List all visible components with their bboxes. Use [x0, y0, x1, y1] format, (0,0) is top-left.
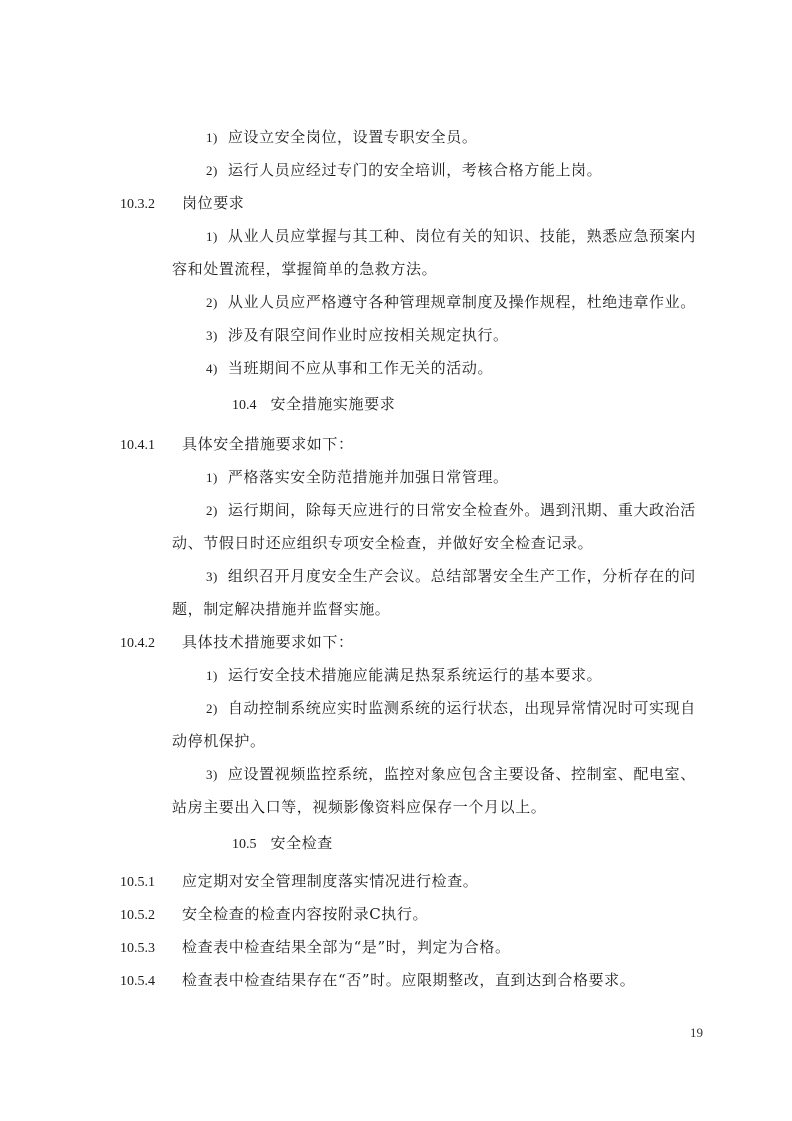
clause-text: 检查表中检查结果全部为“是”时，判定为合格。	[182, 938, 511, 956]
list-text: 应设立安全岗位，设置专职安全员。	[227, 128, 478, 146]
list-text: 当班期间不应从事和工作无关的活动。	[227, 359, 494, 377]
list-item	[206, 160, 602, 180]
clause	[120, 970, 635, 990]
clause-number: 10.5.4	[120, 974, 155, 989]
clause-text: 应定期对安全管理制度落实情况进行检查。	[182, 872, 479, 890]
list-item	[206, 467, 509, 487]
clause-text: 安全检查的检查内容按附录C执行。	[182, 905, 429, 923]
subsection-heading	[120, 193, 244, 213]
list-item	[206, 226, 696, 246]
list-item	[206, 292, 696, 312]
list-number: 3)	[206, 569, 218, 584]
list-number: 1)	[206, 470, 218, 485]
list-text: 运行期间，除每天应进行的日常安全检查外。遇到汛期、重大政治活	[227, 501, 696, 519]
list-text: 题，制定解决措施并监督实施。	[172, 600, 391, 618]
list-item-continuation	[172, 599, 390, 619]
list-text: 应设置视频监控系统，监控对象应包含主要设备、控制室、配电室、	[227, 765, 696, 783]
clause-number: 10.5.2	[120, 908, 155, 923]
list-number: 3)	[206, 767, 218, 782]
section-number: 10.4	[232, 398, 257, 413]
list-item-continuation	[172, 731, 266, 751]
subsection-number: 10.3.2	[120, 197, 155, 212]
list-text: 从业人员应掌握与其工种、岗位有关的知识、技能，熟悉应急预案内	[227, 227, 696, 245]
list-text: 运行安全技术措施应能满足热泵系统运行的基本要求。	[227, 666, 603, 684]
clause	[120, 937, 511, 957]
list-text: 容和处置流程，掌握简单的急救方法。	[172, 260, 438, 278]
list-item-continuation	[172, 533, 593, 553]
section-heading	[232, 833, 333, 853]
list-item	[206, 566, 696, 586]
list-text: 自动控制系统应实时监测系统的运行状态，出现异常情况时可实现自	[227, 699, 696, 717]
clause-number: 10.5.1	[120, 875, 155, 890]
list-number: 1)	[206, 668, 218, 683]
list-item	[206, 358, 493, 378]
list-text: 从业人员应严格遵守各种管理规章制度及操作规程，杜绝违章作业。	[227, 293, 696, 311]
section-number: 10.5	[232, 837, 257, 852]
list-item-continuation	[172, 797, 546, 817]
list-item	[206, 764, 696, 784]
subsection-title: 岗位要求	[182, 194, 245, 212]
list-number: 2)	[206, 503, 218, 518]
list-number: 1)	[206, 229, 218, 244]
list-text: 动、节假日时还应组织专项安全检查，并做好安全检查记录。	[172, 534, 594, 552]
subsection-number: 10.4.2	[120, 636, 155, 651]
section-title: 安全检查	[270, 834, 333, 852]
list-item	[206, 665, 602, 685]
list-text: 组织召开月度安全生产会议。总结部署安全生产工作，分析存在的问	[227, 567, 696, 585]
clause	[120, 904, 428, 924]
list-text: 站房主要出入口等，视频影像资料应保存一个月以上。	[172, 798, 547, 816]
clause-text: 检查表中检查结果存在“否”时。应限期整改，直到达到合格要求。	[182, 971, 636, 989]
section-title: 安全措施实施要求	[270, 395, 396, 413]
list-number: 1)	[206, 130, 218, 145]
page-number: 19	[690, 1025, 703, 1040]
list-item-continuation	[172, 259, 437, 279]
list-text: 动停机保护。	[172, 732, 266, 750]
subsection-title: 具体安全措施要求如下：	[182, 435, 354, 453]
list-item	[206, 698, 696, 718]
clause	[120, 871, 478, 891]
list-number: 2)	[206, 163, 218, 178]
section-heading	[232, 394, 395, 414]
subsection-heading	[120, 434, 354, 454]
clause-number: 10.5.3	[120, 941, 155, 956]
list-text: 运行人员应经过专门的安全培训，考核合格方能上岗。	[227, 161, 603, 179]
subsection-title: 具体技术措施要求如下：	[182, 633, 354, 651]
subsection-number: 10.4.1	[120, 438, 155, 453]
list-item	[206, 127, 477, 147]
list-number: 2)	[206, 701, 218, 716]
list-text: 严格落实安全防范措施并加强日常管理。	[227, 468, 509, 486]
list-number: 4)	[206, 361, 218, 376]
list-number: 3)	[206, 328, 218, 343]
list-text: 涉及有限空间作业时应按相关规定执行。	[227, 326, 509, 344]
list-item	[206, 500, 696, 520]
subsection-heading	[120, 632, 354, 652]
list-number: 2)	[206, 295, 218, 310]
list-item	[206, 325, 509, 345]
